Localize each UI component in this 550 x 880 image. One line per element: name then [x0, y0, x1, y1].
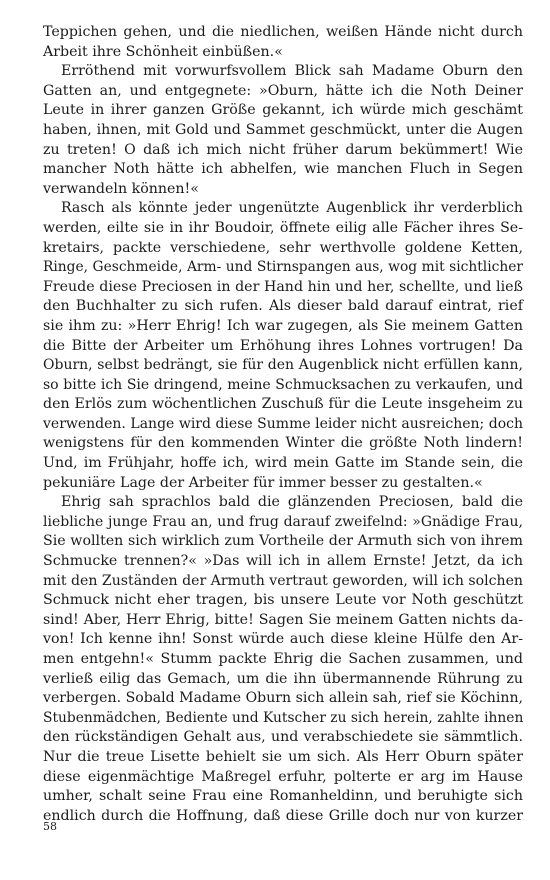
text-line: den Erlös zum wöchentlichen Zuschuß für die Leute insgeheim zu: [43, 396, 523, 413]
body-text: [43, 23, 523, 826]
text-line: sind! Aber, Herr Ehrig, bitte! Sagen Sie meinem Gatten nichts da-: [43, 611, 523, 628]
text-line: haben, ihnen, mit Gold und Sammet geschmückt, unter die Augen: [43, 121, 523, 138]
text-line: mancher Noth hätte ich abhelfen, wie manchen Fluch in Segen: [43, 161, 523, 178]
text-line: Ehrig sah sprachlos bald die glänzenden Preciosen, bald die: [61, 494, 523, 511]
text-line: Sie wollten sich wirklich zum Vortheile der Armuth sich von ihrem: [43, 533, 523, 550]
text-line: kretairs, packte verschiedene, sehr werthvolle goldene Ketten,: [43, 239, 523, 256]
text-line: Ringe, Geschmeide, Arm- und Stirnspangen aus, wog mit sichtlicher: [43, 259, 523, 276]
text-line: men entgehn!« Stumm packte Ehrig die Sachen zusammen, und: [43, 651, 523, 667]
text-line: diese eigenmächtige Maßregel erfuhr, polterte er arg im Hause: [43, 768, 523, 785]
text-line: verließ eilig das Gemach, um die ihn übermannende Rührung zu: [43, 670, 523, 687]
text-line: Arbeit ihre Schönheit einbüßen.«: [43, 43, 283, 60]
text-line: Gatten an, und entgegnete: »Oburn, hätte ich die Noth Deiner: [43, 82, 523, 99]
text-line: mit den Zuständen der Armuth vertraut geworden, will ich solchen: [43, 572, 524, 589]
text-line: Schmucke trennen?« »Das will ich in allem Ernste! Jetzt, da ich: [43, 553, 523, 570]
text-line: pekuniäre Lage der Arbeiter für immer besser zu gestalten.«: [43, 474, 483, 491]
text-line: zu treten! O daß ich mich nicht früher darum bekümmert! Wie: [43, 141, 523, 158]
text-line: verwenden. Lange wird diese Summe leider nicht ausreichen; doch: [43, 415, 523, 432]
text-line: wenigstens für den kommenden Winter die größte Noth lindern!: [43, 435, 523, 452]
text-line: Oburn, selbst bedrängt, sie für den Augenblick nicht erfüllen kann,: [43, 357, 523, 374]
text-line: die Bitte der Arbeiter um Erhöhung ihres Lohnes vortrugen! Da: [43, 337, 523, 354]
text-line: werden, eilte sie in ihr Boudoir, öffnete eilig alle Fächer ihres Se-: [43, 219, 523, 236]
text-line: so bitte ich Sie dringend, meine Schmucksachen zu verkaufen, und: [43, 376, 523, 393]
text-line: den rückständigen Gehalt aus, und verabschiedete sie sämmtlich.: [43, 729, 523, 746]
text-line: endlich durch die Hoffnung, daß diese Grille doch nur von kurzer: [43, 807, 523, 824]
text-line: liebliche junge Frau an, und frug darauf zweifelnd: »Gnädige Frau,: [43, 513, 523, 530]
text-line: verwandeln können!«: [43, 180, 199, 197]
text-line: Nur die treue Lisette behielt sie um sich. Als Herr Oburn später: [43, 748, 523, 765]
text-line: Leute in ihrer ganzen Größe gekannt, ich würde mich geschämt: [43, 102, 523, 119]
text-line: von! Ich kenne ihn! Sonst würde auch diese kleine Hülfe den Ar-: [43, 631, 523, 648]
text-line: Und, im Frühjahr, hoffe ich, wird mein Gatte im Stande sein, die: [43, 455, 523, 472]
text-line: Erröthend mit vorwurfsvollem Blick sah Madame Oburn den: [61, 63, 523, 80]
text-line: Teppichen gehen, und die niedlichen, weißen Hände nicht durch: [43, 24, 523, 40]
page-number: 58: [43, 820, 57, 833]
text-line: sie ihm zu: »Herr Ehrig! Ich war zugegen, als Sie meinem Gatten: [43, 317, 523, 334]
text-line: Freude diese Preciosen in der Hand hin und her, schellte, und ließ: [43, 278, 523, 295]
text-line: Rasch als könnte jeder ungenützte Augenblick ihr verderblich: [61, 200, 523, 217]
text-line: Schmuck nicht eher tragen, bis unsere Leute vor Noth geschützt: [43, 592, 523, 609]
text-line: den Buchhalter zu sich rufen. Als dieser bald darauf eintrat, rief: [43, 298, 523, 315]
text-line: umher, schalt seine Frau eine Romanheldinn, und beruhigte sich: [43, 788, 523, 805]
text-line: Stubenmädchen, Bediente und Kutscher zu sich herein, zahlte ihnen: [43, 709, 524, 726]
text-line: verbergen. Sobald Madame Oburn sich allein sah, rief sie Köchinn,: [43, 690, 523, 707]
